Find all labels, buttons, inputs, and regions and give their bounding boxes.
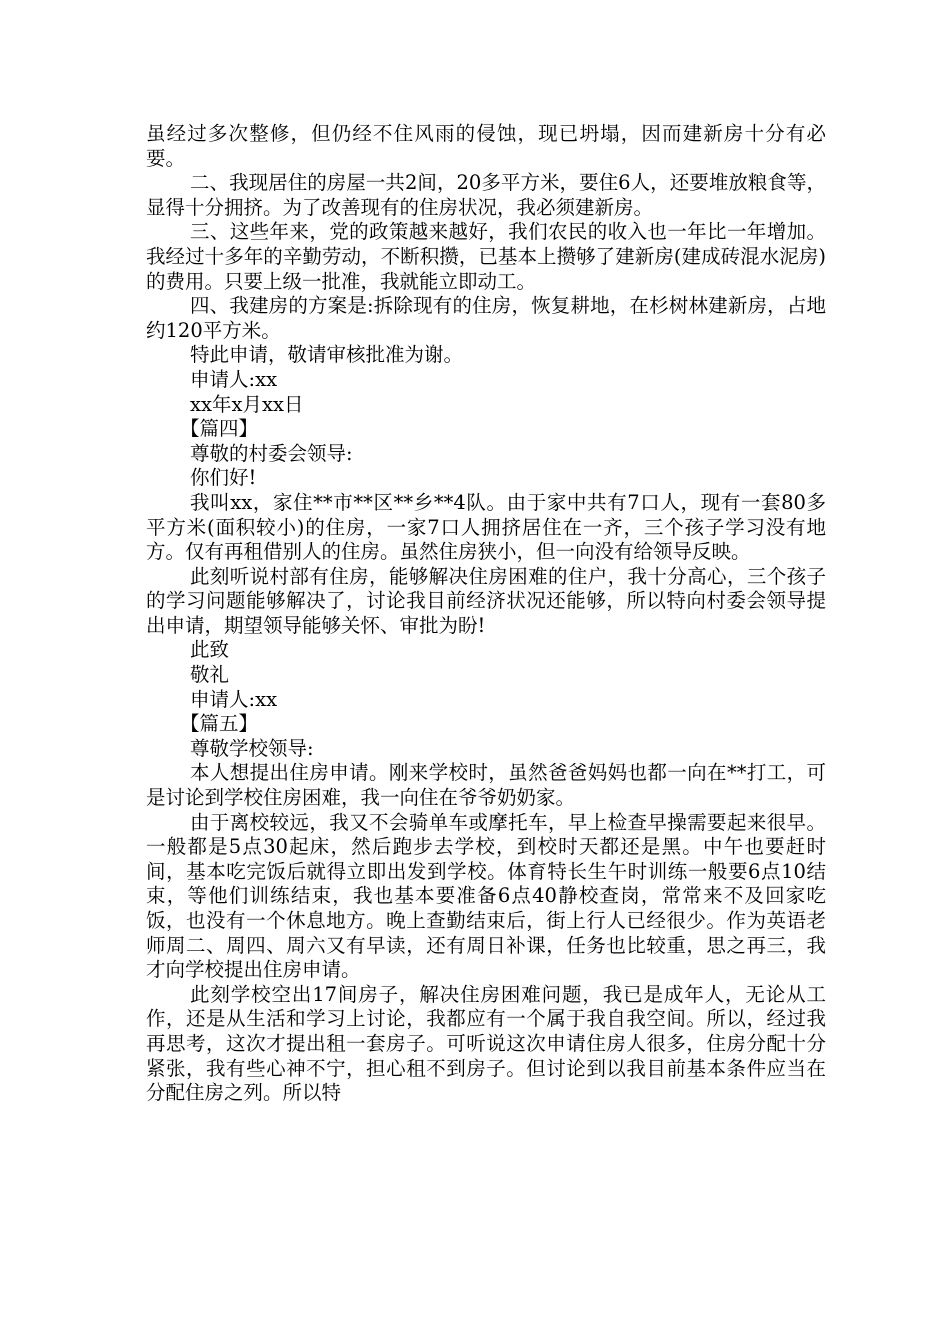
paragraph: 由于离校较远，我又不会骑单车或摩托车，早上检查早操需要起来很早。一般都是5点30起床，然后跑步去学校，到校时天都还是黑。中午也要赶时间，基本吃完饭后就得立即出发到学校。体育特长生午时训练一般要6点10结束，等他们训练结束，我也基本要准备6点40静校查岗，常常来不及回家吃饭，也没有一个休息地方。晚上查勤结束后，街上行人已经很少。作为英语老师周二、周四、周六又有早读，还有周日补课，任务也比较重，思之再三，我才向学校提出住房申请。: [146, 810, 826, 982]
paragraph: 三、这些年来，党的政策越来越好，我们农民的收入也一年比一年增加。我经过十多年的辛勤劳动，不断积攒，已基本上攒够了建新房(建成砖混水泥房)的费用。只要上级一批准，我就能立即动工。: [146, 220, 826, 293]
paragraph: 二、我现居住的房屋一共2间，20多平方米，要住6人，还要堆放粮食等，显得十分拥挤。为了改善现有的住房状况，我必须建新房。: [146, 171, 826, 219]
section-heading: 【篇四】: [180, 417, 259, 441]
paragraph: 虽经过多次整修，但仍经不住风雨的侵蚀，现已坍塌，因而建新房十分有必要。: [146, 122, 826, 170]
date-line: xx年x月xx日: [190, 392, 304, 416]
paragraph: 此刻学校空出17间房子，解决住房困难问题，我已是成年人，无论从工作，还是从生活和学习上讨论，我都应有一个属于我自我空间。所以，经过我再思考，这次才提出租一套房子。可听说这次申请住房人很多，住房分配十分紧张，我有些心神不宁，担心租不到房子。但讨论到以我目前基本条件应当在分配住房之列。所以特: [146, 982, 826, 1105]
paragraph: 四、我建房的方案是:拆除现有的住房，恢复耕地，在杉树林建新房，占地约120平方米。: [146, 294, 826, 342]
salutation: 尊敬学校领导:: [190, 736, 314, 760]
applicant-line: 申请人:xx: [190, 687, 278, 711]
section-heading: 【篇五】: [180, 712, 259, 736]
paragraph: 我叫xx，家住**市**区**乡**4队。由于家中共有7口人，现有一套80多平方米(面积较小)的住房，一家7口人拥挤居住在一齐，三个孩子学习没有地方。仅有再租借别人的住房。虽然住房狭小，但一向没有给领导反映。: [146, 490, 826, 564]
closing-line: 此致: [190, 638, 230, 662]
closing-line: 特此申请，敬请审核批准为谢。: [190, 343, 464, 367]
paragraph: 本人想提出住房申请。刚来学校时，虽然爸爸妈妈也都一向在**打工，可是讨论到学校住房困难，我一向住在爷爷奶奶家。: [146, 761, 826, 810]
paragraph: 此刻听说村部有住房，能够解决住房困难的住户，我十分高心，三个孩子的学习问题能够解决了，讨论我目前经济状况还能够，所以特向村委会领导提出申请，期望领导能够关怀、审批为盼!: [146, 564, 826, 637]
document-body: [146, 122, 826, 1106]
greeting: 你们好!: [190, 466, 257, 490]
applicant-line: 申请人:xx: [190, 367, 278, 391]
closing-line: 敬礼: [190, 663, 230, 687]
salutation: 尊敬的村委会领导:: [190, 441, 353, 465]
